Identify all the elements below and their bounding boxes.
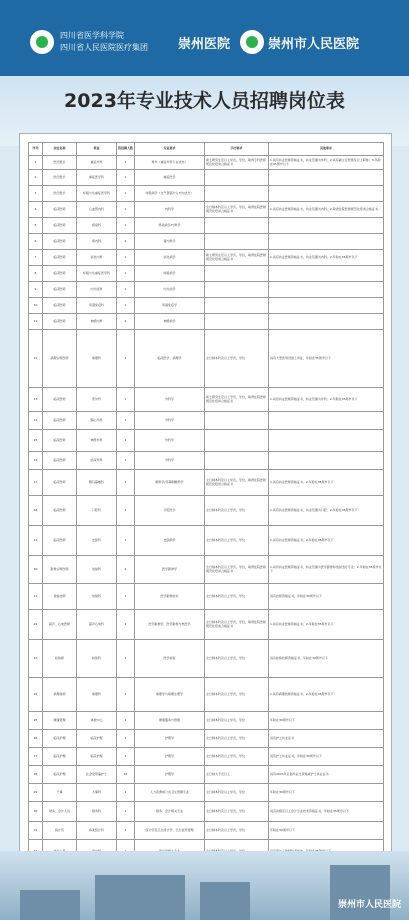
table-row — [29, 186, 384, 202]
table-cell — [205, 186, 269, 202]
table-cell: 20 — [29, 556, 43, 584]
table-cell: 1 — [117, 266, 135, 282]
table-cell: 23 — [29, 640, 43, 678]
table-cell: 统计员 — [43, 822, 77, 840]
table-cell: 1.具有执业医师资格证书；2.年龄在35周岁以下 — [269, 470, 384, 496]
table-cell: 15 — [29, 430, 43, 452]
table-row — [29, 496, 384, 526]
table-cell: 1.具有执业医师资格证书，执业范围为内科；2.年龄在35周岁以下 — [269, 250, 384, 266]
table-cell: 1 — [117, 822, 135, 840]
table-cell: 具有检验技师资格证书，年龄在30周岁以下 — [269, 640, 384, 678]
table-cell: 病理科 — [77, 678, 117, 712]
table-cell: 健康管理 — [43, 712, 77, 730]
table-header-row — [29, 143, 384, 156]
table-cell: 29 — [29, 784, 43, 802]
table-cell: 眼科学/耳鼻咽喉科学 — [135, 470, 205, 496]
table-cell: 检验科 — [77, 640, 117, 678]
table-cell: 临床医师 — [43, 314, 77, 330]
table-cell: 重症医学 — [135, 170, 205, 186]
table-cell: 口腔科 — [77, 496, 117, 526]
table-cell: 医疗组长 — [43, 170, 77, 186]
table-cell: 具有护士执业证书，年龄在30周岁以下 — [269, 748, 384, 766]
table-row — [29, 298, 384, 314]
table-cell: 临床医师 — [43, 298, 77, 314]
table-cell: 1 — [117, 218, 135, 234]
table-cell: 体检中心 — [77, 712, 117, 730]
table-cell: 17 — [29, 470, 43, 496]
table-cell: 2 — [117, 234, 135, 250]
table-cell: 影像诊断医师 — [43, 556, 77, 584]
table-cell: 具有大型医用设备上岗证，年龄在35周岁以下 — [269, 330, 384, 388]
table-cell: 2 — [117, 730, 135, 748]
table-cell: 全日制本科及以上学历，学位 — [205, 640, 269, 678]
recruitment-table-sheet — [19, 133, 392, 853]
table-cell: 护理学 — [135, 748, 205, 766]
table-row — [29, 250, 384, 266]
table-cell: 年龄在30周岁以下 — [269, 822, 384, 840]
table-cell: 呼吸病学（支气管镜介入方向优先） — [135, 186, 205, 202]
table-body — [29, 156, 384, 902]
table-cell: 内科学 — [135, 202, 205, 218]
table-row — [29, 202, 384, 218]
table-cell: 临床护理 — [43, 730, 77, 748]
table-cell: 1 — [117, 202, 135, 218]
table-row — [29, 430, 384, 452]
table-cell: 1 — [117, 156, 135, 170]
table-row — [29, 822, 384, 840]
table-cell: 病理诊断医师 — [43, 330, 77, 388]
table-cell: 1.具有执业医师资格证书，执业范围为口腔；2.年龄在35周岁以下 — [269, 496, 384, 526]
table-cell — [205, 218, 269, 234]
table-row — [29, 712, 384, 730]
table-cell: 皮肤病学 — [135, 526, 205, 556]
table-cell: 12 — [29, 330, 43, 388]
table-cell: 护理学 — [135, 730, 205, 748]
table-cell: 全日制本科及以上学历，学位，取得住院医师规范化培训合格证书 — [205, 470, 269, 496]
table-cell — [205, 282, 269, 298]
table-cell: 骨外（重症外科专业优先） — [135, 156, 205, 170]
table-cell: 全日制本科及以上学历，学位 — [205, 784, 269, 802]
table-row — [29, 766, 384, 784]
table-row — [29, 610, 384, 640]
table-cell: 年龄在30周岁以下 — [269, 784, 384, 802]
building-shape — [95, 875, 185, 920]
table-cell: 5 — [29, 218, 43, 234]
table-cell — [205, 452, 269, 470]
table-row — [29, 412, 384, 430]
table-cell: 26 — [29, 730, 43, 748]
table-cell: 11 — [29, 314, 43, 330]
table-cell: 1 — [117, 640, 135, 678]
table-cell: 1 — [117, 412, 135, 430]
table-cell: 全日制本科及以上学历，学位，取得住院医师规范化培训合格证书 — [205, 202, 269, 218]
table-cell — [205, 298, 269, 314]
table-cell: 1.具有病理技师资格证书；2.年龄在35周岁以下 — [269, 678, 384, 712]
table-cell: 1 — [117, 452, 135, 470]
table-cell: 1 — [117, 430, 135, 452]
table-cell: 神经内科 — [77, 314, 117, 330]
table-row — [29, 314, 384, 330]
header-banner — [0, 0, 409, 76]
col-header: 序号 — [29, 143, 43, 156]
table-cell — [269, 234, 384, 250]
footer-logo-text: 崇州市人民医院 — [337, 900, 401, 910]
table-cell: 社会化用编护士 — [77, 766, 117, 784]
table-cell: 1 — [117, 526, 135, 556]
table-cell: 临床医师 — [43, 234, 77, 250]
table-cell: 1 — [117, 170, 135, 186]
table-cell: 外科学 — [135, 388, 205, 412]
table-cell: 重症医学科 — [77, 170, 117, 186]
table-cell: 全日制本科及以上学历，学位 — [205, 584, 269, 610]
table-cell: 检验师 — [43, 640, 77, 678]
academy-logo-icon — [30, 30, 54, 54]
table-row — [29, 156, 384, 170]
table-cell — [269, 412, 384, 430]
table-cell: 临床医师 — [43, 266, 77, 282]
table-cell: 健康服务与管理 — [135, 712, 205, 730]
recruitment-table — [28, 142, 384, 902]
table-cell: 放射科 — [77, 556, 117, 584]
table-cell: 45 — [117, 766, 135, 784]
table-cell: 医疗组长 — [43, 186, 77, 202]
table-cell: 2 — [29, 170, 43, 186]
table-cell: 年龄在30周岁以下 — [269, 712, 384, 730]
table-cell: 肾内科学 — [135, 234, 205, 250]
table-cell: 风湿免疫学 — [135, 298, 205, 314]
table-cell: 全日制本科及以上学历，学位 — [205, 802, 269, 822]
table-cell: 呼吸病学 — [135, 266, 205, 282]
table-cell — [269, 314, 384, 330]
table-cell: 31 — [29, 822, 43, 840]
table-cell: 1 — [117, 330, 135, 388]
table-cell — [269, 452, 384, 470]
table-cell: 1.具有执业医师资格证书，执业范围为外科；2.具有副主任医师及以上职称；3.年龄在45周岁以下 — [269, 156, 384, 170]
table-cell: 统计学及卫生统计学、卫生信息管理 — [135, 822, 205, 840]
table-cell — [269, 430, 384, 452]
table-cell: 7 — [29, 250, 43, 266]
table-cell: 全日制本科及以上学历，学位，取得住院医师规范化培训合格证书 — [205, 556, 269, 584]
table-cell: 临床医师 — [43, 412, 77, 430]
table-cell: 1 — [117, 802, 135, 822]
table-row — [29, 452, 384, 470]
table-cell: 病案统计科 — [77, 822, 117, 840]
table-cell: 13 — [29, 388, 43, 412]
table-cell: 16 — [29, 452, 43, 470]
table-cell: 财务科 — [77, 802, 117, 822]
table-row — [29, 388, 384, 412]
table-cell: 神经外科 — [77, 430, 117, 452]
table-cell: 放射技师 — [43, 584, 77, 610]
org-line1: 四川省医学科学院 — [60, 31, 124, 40]
table-cell: 硕士研究生及以上学历，学位，取得专科医师规范化培训合格证书 — [205, 156, 269, 170]
table-cell: 1 — [117, 250, 135, 266]
table-cell: 21 — [29, 584, 43, 610]
table-cell: 1.具有执业医师资格证书，执业范围为医学影像和放射治疗专业；2.年龄在35周岁以下 — [269, 556, 384, 584]
table-cell: 1.具有执业医师资格证书，执业范围为内科；2.取得住院医师规范化培训合格证书 — [269, 202, 384, 218]
table-cell: 1.具有执业医师资格证书，执业范围为外科；2.年龄在35周岁以下 — [269, 388, 384, 412]
table-cell: 医学检验 — [135, 640, 205, 678]
table-cell: 1 — [117, 678, 135, 712]
table-cell: 临床医师 — [43, 452, 77, 470]
table-cell: 具有护士执业证书 — [269, 730, 384, 748]
table-cell: 全日制本科及以上学历，学位 — [205, 330, 269, 388]
table-cell: 临床护理 — [77, 748, 117, 766]
table-cell: 病理科 — [77, 330, 117, 388]
col-header: 拟招聘人数 — [117, 143, 135, 156]
table-cell: 临床护理 — [77, 730, 117, 748]
hospital-name-a: 崇州医院 — [178, 37, 231, 52]
table-cell: 27 — [29, 748, 43, 766]
table-cell: 临床医师 — [43, 430, 77, 452]
table-row — [29, 584, 384, 610]
table-cell: 医学影像学 — [135, 556, 205, 584]
col-header: 专业要求 — [135, 143, 205, 156]
table-cell: 临床医师 — [43, 202, 77, 218]
table-cell: 医学影像学、医学影像与核医学 — [135, 610, 205, 640]
table-row — [29, 218, 384, 234]
hospital-name-b: 崇州市人民医院 — [268, 37, 360, 52]
table-cell: 2 — [117, 314, 135, 330]
table-cell: 普外科 — [77, 388, 117, 412]
building-shape — [200, 882, 250, 920]
table-cell: 1.具有执业医师资格证书；2.年龄在35周岁以下 — [269, 526, 384, 556]
table-cell: 2 — [117, 748, 135, 766]
col-header: 学历要求 — [205, 143, 269, 156]
table-cell: 1 — [117, 496, 135, 526]
table-cell: 具有2023年应届毕业生资格或护士执业证书 — [269, 766, 384, 784]
table-cell: 19 — [29, 526, 43, 556]
table-cell: 1 — [117, 186, 135, 202]
table-cell: 干事 — [43, 784, 77, 802]
table-cell: 消化病学 — [135, 250, 205, 266]
table-cell: 1 — [117, 784, 135, 802]
table-cell: 全日制本科及以上学历，学位 — [205, 496, 269, 526]
table-cell — [269, 218, 384, 234]
table-cell: 临床医师 — [43, 496, 77, 526]
table-cell — [205, 266, 269, 282]
table-cell: 全日制本科及以上学历，学位 — [205, 822, 269, 840]
table-row — [29, 802, 384, 822]
table-row — [29, 266, 384, 282]
table-row — [29, 470, 384, 496]
table-cell — [205, 412, 269, 430]
table-row — [29, 748, 384, 766]
table-cell: 外科学 — [135, 412, 205, 430]
table-cell — [269, 282, 384, 298]
table-cell: 9 — [29, 282, 43, 298]
table-cell: 口腔医学 — [135, 496, 205, 526]
col-header: 岗位名称 — [43, 143, 77, 156]
table-row — [29, 784, 384, 802]
table-cell: 临床医学、病理学 — [135, 330, 205, 388]
table-cell: 4 — [29, 202, 43, 218]
table-cell: 3 — [29, 186, 43, 202]
table-cell: 28 — [29, 766, 43, 784]
table-cell: 临床护理 — [43, 748, 77, 766]
table-cell: 全日制本科及以上学历，学位，取得住院医师规范化培训合格证书 — [205, 610, 269, 640]
table-cell: 胸心外科 — [77, 412, 117, 430]
page-title: 2023年专业技术人员招聘岗位表 — [64, 90, 345, 112]
table-cell: 感染病学/内科学 — [135, 218, 205, 234]
table-cell: 2 — [117, 470, 135, 496]
col-header: 其他要求 — [269, 143, 384, 156]
table-row — [29, 330, 384, 388]
table-cell: 感染科 — [77, 218, 117, 234]
table-cell: 1.具有执业医师资格证书；2.年龄在35周岁以下 — [269, 610, 384, 640]
table-cell — [205, 234, 269, 250]
table-cell: 8 — [29, 266, 43, 282]
table-cell: 超声心电科 — [77, 610, 117, 640]
table-cell — [205, 430, 269, 452]
table-cell: 临床医师 — [43, 250, 77, 266]
table-cell: 临床医师 — [43, 470, 77, 496]
table-cell: 财务、会计相关专业 — [135, 802, 205, 822]
table-cell: 护理学 — [135, 766, 205, 784]
table-cell: 临床医师 — [43, 282, 77, 298]
table-cell: 病理技师 — [43, 678, 77, 712]
table-cell: 具有初级及以上会计专业技术资格证书，年龄在35周岁以下 — [269, 802, 384, 822]
table-cell: 医学影像技术 — [135, 584, 205, 610]
table-cell — [269, 170, 384, 186]
table-cell: 临床医师 — [43, 526, 77, 556]
table-cell: 硕士研究生及以上学历，学位，取得住院医师规范化培训合格证书 — [205, 388, 269, 412]
table-cell: 全日制本科及以上学历，学位 — [205, 712, 269, 730]
table-cell: 风湿免疫科 — [77, 298, 117, 314]
table-cell: 硕士研究生及以上学历，学位，取得住院医师规范化培训合格证书 — [205, 250, 269, 266]
footer-hospital-photo — [0, 851, 409, 920]
table-cell: 2 — [117, 556, 135, 584]
table-row — [29, 556, 384, 584]
col-header: 科室 — [77, 143, 117, 156]
table-cell: 神经病学 — [135, 314, 205, 330]
table-row — [29, 282, 384, 298]
table-cell: 外科学 — [135, 452, 205, 470]
table-cell: 1 — [117, 298, 135, 314]
table-cell: 放射科 — [77, 584, 117, 610]
table-cell: 全日制本科及以上学历，学位 — [205, 730, 269, 748]
table-row — [29, 730, 384, 748]
table-cell: 外科学 — [135, 430, 205, 452]
table-cell: 临床医师 — [43, 388, 77, 412]
table-cell: 皮肤科 — [77, 526, 117, 556]
table-cell: 10 — [29, 298, 43, 314]
table-cell: 呼吸与危重症医学科 — [77, 266, 117, 282]
table-cell: 18 — [29, 496, 43, 526]
table-cell: 财务、会计人员 — [43, 802, 77, 822]
table-cell: 人力资源或公共卫生管理专业 — [135, 784, 205, 802]
table-cell: 病理学与病理生理学 — [135, 678, 205, 712]
table-cell: 泌尿外科 — [77, 452, 117, 470]
table-cell: 1 — [29, 156, 43, 170]
table-cell: 22 — [29, 610, 43, 640]
org-line2: 四川省人民医院医疗集团 — [60, 43, 148, 52]
table-cell: 眼耳鼻喉科 — [77, 470, 117, 496]
table-cell: 全日制本科及以上学历，学位 — [205, 748, 269, 766]
table-cell: 24 — [29, 678, 43, 712]
table-cell: 具有技师资格证书，年龄在30周岁以下 — [269, 584, 384, 610]
table-cell — [269, 186, 384, 202]
table-cell: 心血管内科 — [77, 202, 117, 218]
table-cell — [205, 314, 269, 330]
table-cell: 25 — [29, 712, 43, 730]
table-cell — [269, 266, 384, 282]
table-cell: 1 — [117, 712, 135, 730]
table-cell: 重症外科 — [77, 156, 117, 170]
table-cell: 1 — [117, 282, 135, 298]
table-row — [29, 640, 384, 678]
table-cell: 超声、心电医师 — [43, 610, 77, 640]
table-cell — [205, 170, 269, 186]
table-cell: 消化内科 — [77, 250, 117, 266]
table-cell: 临床护理 — [43, 766, 77, 784]
table-cell: 2 — [117, 610, 135, 640]
table-cell — [269, 298, 384, 314]
table-cell: 14 — [29, 412, 43, 430]
table-cell: 呼吸与危重症医学科 — [77, 186, 117, 202]
building-shape — [330, 865, 390, 920]
table-cell: 医疗组长 — [43, 156, 77, 170]
table-cell: 1 — [117, 388, 135, 412]
building-shape — [20, 890, 80, 920]
table-row — [29, 170, 384, 186]
table-cell: 人事科 — [77, 784, 117, 802]
table-cell: 内分泌学 — [135, 282, 205, 298]
table-cell: 1 — [117, 584, 135, 610]
table-row — [29, 234, 384, 250]
table-cell: 临床医师 — [43, 218, 77, 234]
table-row — [29, 678, 384, 712]
table-row — [29, 526, 384, 556]
table-cell: 6 — [29, 234, 43, 250]
table-cell: 内分泌科 — [77, 282, 117, 298]
table-cell: 全日制本科及以上学历，学位 — [205, 526, 269, 556]
table-cell: 全日制本科及以上学历，学位 — [205, 678, 269, 712]
table-cell: 肾内科 — [77, 234, 117, 250]
hospital-logo-icon — [240, 30, 264, 54]
table-cell: 全日制大专及以上 — [205, 766, 269, 784]
table-cell: 30 — [29, 802, 43, 822]
